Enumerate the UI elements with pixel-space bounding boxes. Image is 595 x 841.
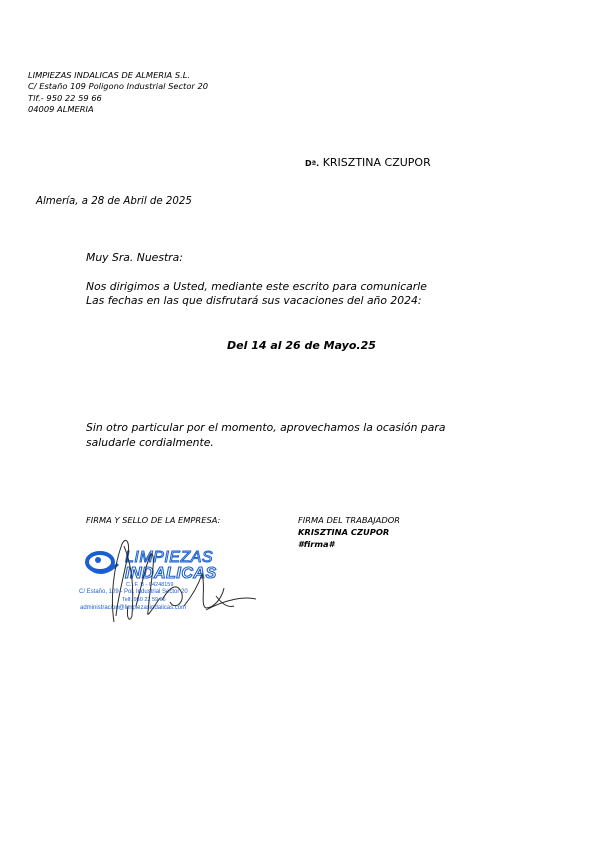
stamp-graphic xyxy=(74,536,260,622)
logo-swirl-icon xyxy=(87,553,118,573)
vacation-dates: Del 14 al 26 de Mayo.25 xyxy=(227,339,376,352)
salutation: Muy Sra. Nuestra: xyxy=(86,251,183,264)
sender-city: 04009 ALMERIA xyxy=(28,103,94,114)
stamp-cif: C.I.F. B - 04248159 xyxy=(126,582,174,588)
sender-phone: Tlf.- 950 22 59 66 xyxy=(28,92,102,103)
stamp-email: administracion@limpiezasindalicas.com xyxy=(80,605,187,611)
worker-signature-label: FIRMA DEL TRABAJADOR xyxy=(298,515,401,525)
stamp-phone: Telf. 950 22 59 66 xyxy=(122,597,166,603)
body-line-2: Las fechas en las que disfrutará sus vacaciones del año 2024: xyxy=(86,294,422,307)
company-signature-label: FIRMA Y SELLO DE LA EMPRESA: xyxy=(86,515,221,525)
recipient-name: KRISZTINA CZUPOR xyxy=(322,156,431,169)
sender-company: LIMPIEZAS INDALICAS DE ALMERIA S.L. xyxy=(28,70,190,80)
sender-block xyxy=(28,70,208,115)
sender-address: C/ Estaño 109 Poligono Industrial Sector 20 xyxy=(28,81,208,92)
worker-signature-placeholder: #firma# xyxy=(298,539,335,549)
closing-line-1: Sin otro particular por el momento, aprovechamos la ocasión para xyxy=(86,421,446,434)
closing-line-2: saludarle cordialmente. xyxy=(86,436,214,449)
stamp-address: C/ Estaño, 109 - Pol. Industrial Sector 20 xyxy=(79,589,188,595)
logo-text-line1: LIMPIEZAS xyxy=(125,549,214,566)
company-stamp xyxy=(74,536,260,622)
body-line-1: Nos dirigimos a Usted, mediante este escrito para comunicarle xyxy=(86,280,427,293)
recipient-prefix: Dª. xyxy=(305,159,320,168)
worker-name: KRISZTINA CZUPOR xyxy=(298,527,390,537)
logo-text-line2: INDALICAS xyxy=(125,565,217,582)
recipient xyxy=(305,156,431,169)
date-line: Almería, a 28 de Abril de 2025 xyxy=(36,196,192,207)
